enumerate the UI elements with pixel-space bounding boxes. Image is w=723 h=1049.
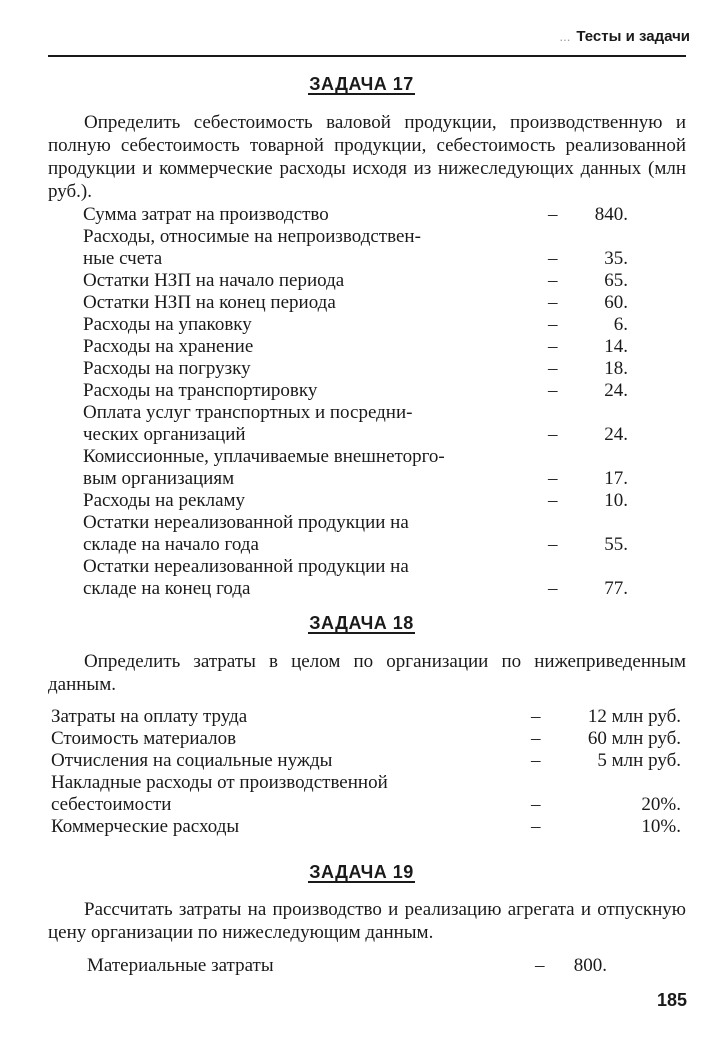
row-label: ческих организаций — [83, 424, 246, 445]
data-row — [83, 446, 628, 490]
row-label: Расходы на транспортировку — [83, 380, 318, 401]
row-label: Остатки НЗП на начало периода — [83, 270, 345, 291]
row-dash: – — [548, 424, 558, 445]
row-label: Расходы, относимые на непроизводствен- — [83, 226, 421, 247]
data-row — [83, 512, 628, 556]
row-label: Расходы на погрузку — [83, 358, 251, 379]
row-dash: – — [548, 248, 558, 269]
data-row — [87, 955, 607, 977]
row-label: вым организациям — [83, 468, 235, 489]
row-value: 24. — [604, 424, 628, 445]
task17-title: ЗАДАЧА 17 — [309, 74, 414, 94]
data-row — [51, 750, 683, 772]
row-label: складе на конец года — [83, 578, 251, 599]
row-label: Остатки нереализованной продукции на — [83, 556, 409, 577]
row-value: 14. — [604, 336, 628, 357]
row-value: 60. — [604, 292, 628, 313]
row-dash: – — [548, 468, 558, 489]
data-row — [83, 314, 628, 336]
data-row — [51, 816, 683, 838]
running-header-title: Тесты и задачи — [576, 28, 690, 45]
row-label: Остатки нереализованной продукции на — [83, 512, 409, 533]
row-value: 840. — [594, 204, 628, 225]
task17-text: Определить себестоимость валовой продукции, производственную и полную себестоимость товарной продукции, себестоимость реализованной продукции и коммерческие расходы исходя из нижеследующих данных (млн руб.). — [48, 112, 686, 202]
row-value: 60 млн руб. — [587, 728, 681, 749]
row-label: Отчисления на социальные нужды — [51, 750, 333, 771]
row-value: 18. — [604, 358, 628, 379]
data-row — [51, 772, 683, 816]
row-dash: – — [548, 380, 558, 401]
row-value: 77. — [604, 578, 628, 599]
data-row — [51, 706, 683, 728]
row-dash: – — [548, 490, 558, 511]
row-label: складе на начало года — [83, 534, 259, 555]
row-value: 65. — [604, 270, 628, 291]
row-value: 17. — [604, 468, 628, 489]
row-label: Остатки НЗП на конец периода — [83, 292, 336, 313]
task18-text: Определить затраты в целом по организации по нижеприведенным данным. — [48, 651, 686, 695]
row-label: Накладные расходы от производственной — [51, 772, 388, 793]
row-value: 10%. — [641, 816, 681, 837]
row-dash: – — [548, 578, 558, 599]
row-label: Сумма затрат на производство — [83, 204, 329, 225]
row-label: Материальные затраты — [87, 955, 274, 976]
row-label: Оплата услуг транспортных и посредни- — [83, 402, 413, 423]
row-label: Расходы на упаковку — [83, 314, 252, 335]
row-dash: – — [548, 204, 558, 225]
task18-data-list — [51, 706, 683, 838]
data-row — [83, 204, 628, 226]
row-label: Стоимость материалов — [51, 728, 237, 749]
data-row — [83, 490, 628, 512]
task19-text: Рассчитать затраты на производство и реализацию агрегата и отпускную цену организации по нижеследующим данным. — [48, 899, 686, 943]
row-label: себестоимости — [51, 794, 172, 815]
data-row — [83, 292, 628, 314]
row-dash: – — [548, 336, 558, 357]
task19-data-list — [87, 955, 607, 977]
row-dash: – — [548, 534, 558, 555]
running-header-prefix: ... — [559, 29, 571, 44]
data-row — [83, 380, 628, 402]
row-value: 35. — [604, 248, 628, 269]
data-row — [83, 226, 628, 270]
task18-title: ЗАДАЧА 18 — [309, 613, 414, 633]
row-dash: – — [531, 794, 541, 815]
row-dash: – — [531, 728, 541, 749]
row-value: 55. — [604, 534, 628, 555]
task17-data-list — [83, 204, 628, 600]
row-label: ные счета — [83, 248, 163, 269]
row-value: 24. — [604, 380, 628, 401]
data-row — [83, 336, 628, 358]
row-dash: – — [548, 314, 558, 335]
data-row — [83, 402, 628, 446]
row-dash: – — [531, 706, 541, 727]
row-value: 6. — [613, 314, 628, 335]
row-value: 800. — [573, 955, 607, 976]
row-dash: – — [531, 750, 541, 771]
row-value: 10. — [604, 490, 628, 511]
row-value: 5 млн руб. — [597, 750, 681, 771]
task19-title: ЗАДАЧА 19 — [309, 862, 414, 882]
row-label: Расходы на хранение — [83, 336, 254, 357]
row-dash: – — [548, 358, 558, 379]
row-dash: – — [531, 816, 541, 837]
row-value: 12 млн руб. — [587, 706, 681, 727]
row-label: Расходы на рекламу — [83, 490, 246, 511]
row-label: Затраты на оплату труда — [51, 706, 248, 727]
data-row — [83, 270, 628, 292]
data-row — [51, 728, 683, 750]
data-row — [83, 556, 628, 600]
row-dash: – — [548, 270, 558, 291]
running-header — [470, 28, 690, 50]
row-dash: – — [535, 955, 545, 976]
header-rule — [48, 55, 686, 57]
row-label: Коммерческие расходы — [51, 816, 240, 837]
page-number: 185 — [656, 990, 687, 1010]
row-value: 20%. — [641, 794, 681, 815]
data-row — [83, 358, 628, 380]
row-label: Комиссионные, уплачиваемые внешнеторго- — [83, 446, 445, 467]
row-dash: – — [548, 292, 558, 313]
